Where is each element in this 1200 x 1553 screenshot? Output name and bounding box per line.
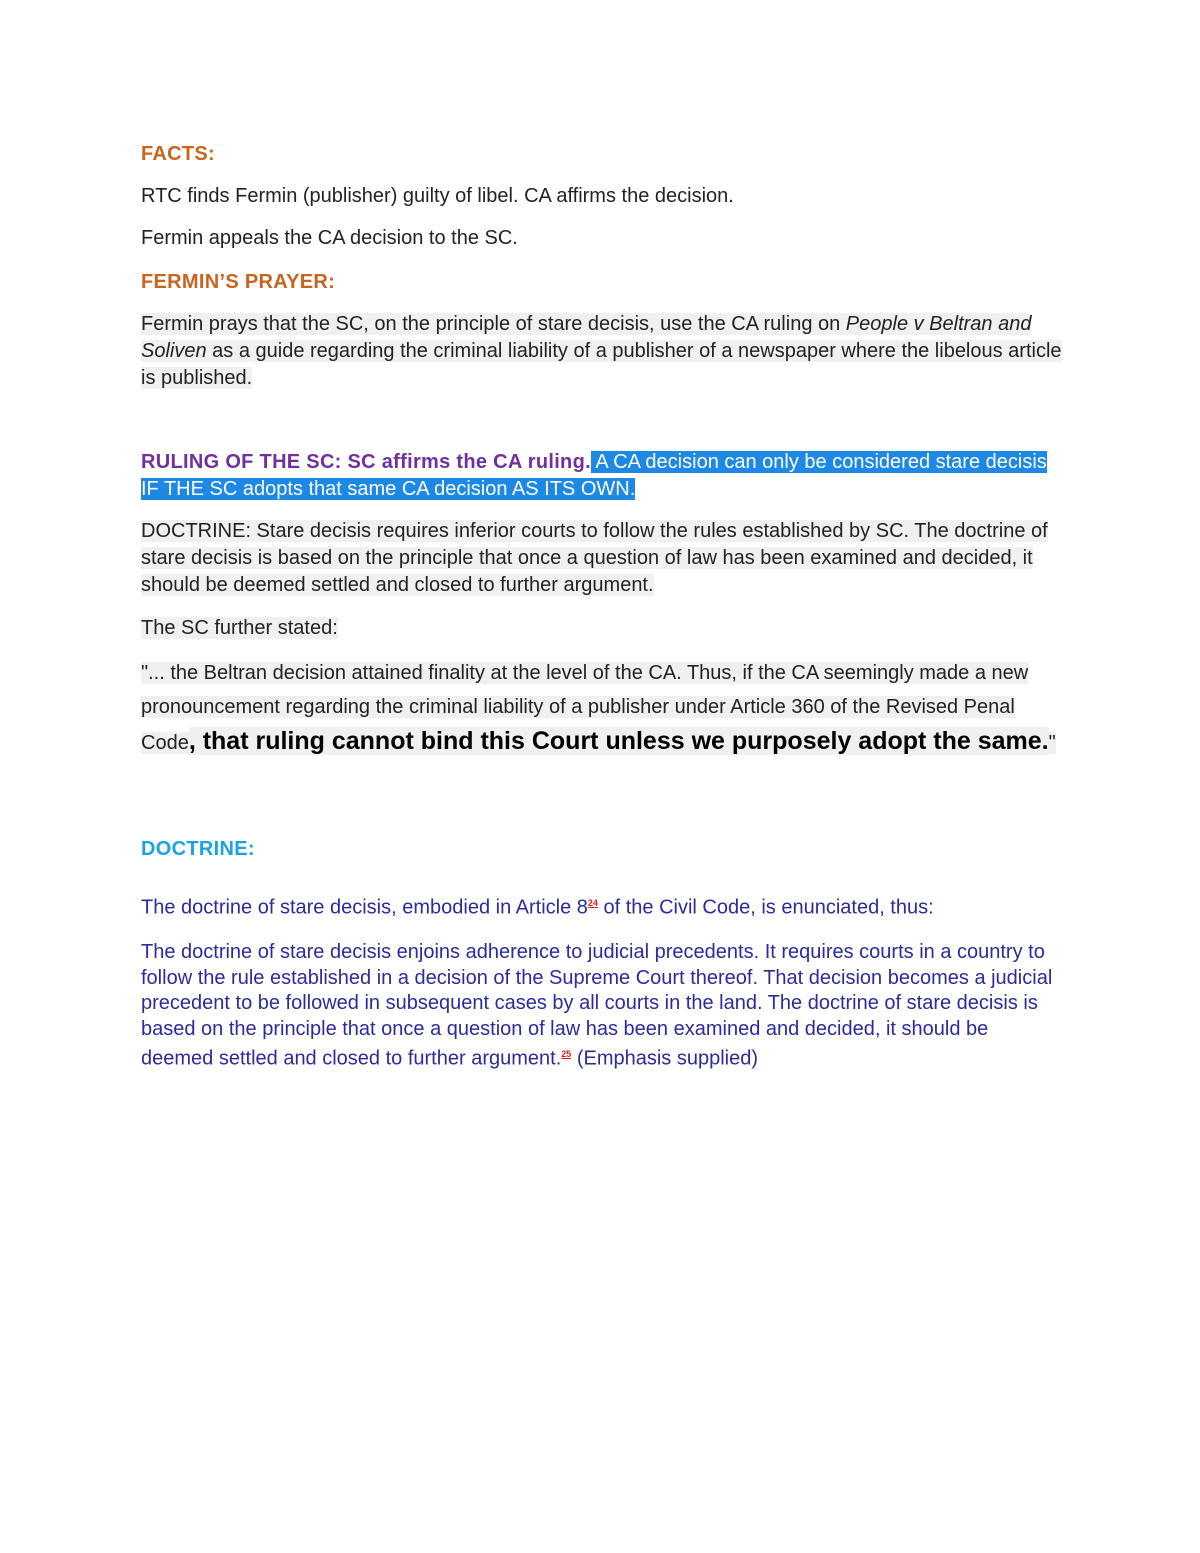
doctrine2-intro-before: The doctrine of stare decisis, embodied in Article 8 (141, 896, 588, 919)
facts-line-1: RTC finds Fermin (publisher) guilty of libel. CA affirms the decision. (141, 185, 734, 207)
footnote-25-link[interactable]: 25 (561, 1049, 572, 1060)
prayer-text-before: Fermin prays that the SC, on the principle of stare decisis, use the CA ruling on (141, 313, 846, 335)
doctrine-paragraph (141, 518, 1066, 599)
doctrine2-intro-after: of the Civil Code, is enunciated, thus: (597, 896, 934, 919)
doctrine2-intro (141, 890, 1066, 922)
sc-quote (141, 656, 1071, 760)
doctrine-text: DOCTRINE: Stare decisis requires inferior courts to follow the rules established by SC. The doctrine of stare decisis is based on the principle that once a question of law has been examined and decided, it should be deemed settled and closed to further argument. (141, 520, 1048, 596)
further-text: The SC further stated: (141, 617, 338, 639)
prayer-heading: FERMIN’S PRAYER: (141, 271, 336, 293)
emphasis-supplied: (Emphasis supplied) (571, 1048, 759, 1071)
quote-part-1: "... the Beltran decision attained finality at the level of the CA. Thus, if the CA seemingly made a new pronouncement regarding the criminal liability of a publisher under Article 360 of the Revised Penal Code (141, 662, 1029, 754)
doctrine2-body (141, 940, 1066, 1073)
footnote-24-link[interactable]: 24 (587, 898, 598, 908)
prayer-paragraph (141, 311, 1066, 392)
ruling-paragraph (141, 449, 1066, 503)
ruling-heading: RULING OF THE SC: SC affirms the CA ruling. (141, 451, 591, 473)
quote-close: " (1048, 732, 1056, 754)
further-stated (141, 615, 1066, 642)
doctrine2-body-text: The doctrine of stare decisis enjoins adherence to judicial precedents. It requires courts in a country to follow the rule established in a decision of the Supreme Court thereof. That decision becomes a judicial precedent to be followed in subsequent cases by all courts in the land. The doctrine of stare decisis is based on the principle that once a question of law has been examined and decided, it should be deemed settled and closed to further argument. (141, 941, 1053, 1071)
facts-heading: FACTS: (141, 143, 216, 165)
quote-bold-part: , that ruling cannot bind this Court unless we purposely adopt the same. (188, 727, 1049, 755)
prayer-case-name: People v Beltran and Soliven (141, 313, 1032, 362)
prayer-text-after: as a guide regarding the criminal liability of a publisher of a newspaper where the libelous article is published. (141, 340, 1062, 389)
ruling-highlighted-text: A CA decision can only be considered stare decisis IF THE SC adopts that same CA decision AS ITS OWN. (141, 451, 1047, 500)
doctrine2-heading: DOCTRINE: (141, 838, 255, 860)
facts-line-2: Fermin appeals the CA decision to the SC. (141, 227, 518, 249)
